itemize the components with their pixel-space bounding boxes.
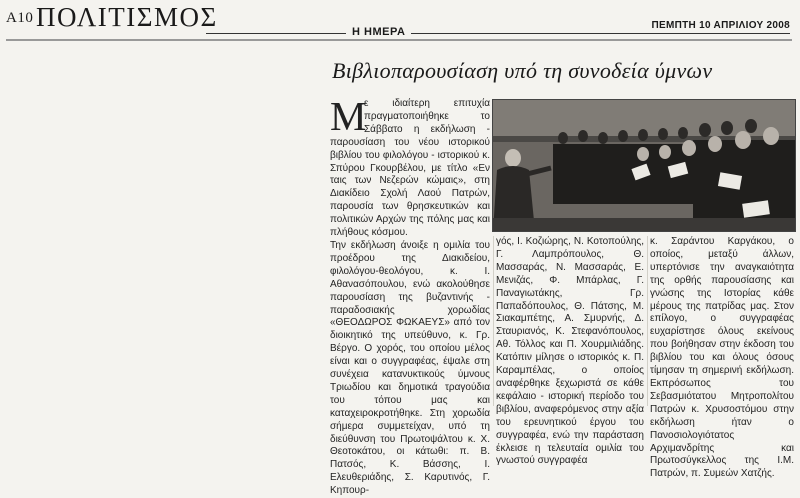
- column-divider: [493, 236, 494, 406]
- article-paragraph: Την εκδήλωση άνοιξε η ομιλία του προέδρου της Διακιδείου, φιλολόγου-θεολόγου, κ. Ι. Αθανασόπουλου, ενώ ακολούθησε παρουσίαση της βυζαντινής - παραδοσιακής χορωδίας «ΘΕΟΔΩΡΟΣ ΦΩΚΑΕΥΣ» από τον διοικητικό της υπεύθυνο, κ. Γρ. Βέργο. Ο χορός, του οποίου μέλος είναι και ο συγγραφέας, έψαλε στη συνέχεια κατανυκτικούς ύμνους Τριωδίου και δημοτικά τραγούδια του τόπου μας και καταχειροκροτήθηκε. Στη χορωδία σήμερα συμμετείχαν, υπό τη διεύθυνση του Πρωτοψάλτου κ. Χ. Θεοτοκάτου, οι κάτωθι: π. Β. Πατσός, Κ. Βάσσης, Ι. Ελευθεριάδης, Σ. Καρυτινός, Γ. Κηπουρ-: [330, 239, 490, 497]
- article-column-2: [496, 236, 644, 468]
- newspaper-name: Η ΗΜΕΡΑ: [346, 26, 411, 38]
- article-column-3: [650, 236, 794, 481]
- page-number: Α10: [6, 10, 34, 26]
- page-header: [0, 0, 800, 42]
- choir-illustration: [493, 100, 795, 231]
- choir-photo: [492, 99, 796, 232]
- article-column-1: [330, 93, 490, 498]
- article-paragraph: κ. Σαράντου Καργάκου, ο οποίος, μεταξύ άλλων, υπερτόνισε την αναγκαιότητα της ορθής παρουσίασης και γνώσης της Ιστορίας κάθε μέρους της πατρίδας μας. Στον επίλογο, ο συγγραφέας ευχαρίστησε όλους εκείνους που βοήθησαν στην έκδοση του βιβλίου του και όλους όσους τίμησαν τη σημερινή εκδήλωση. Εκπρόσωπος του Σεβασμιότατου Μητροπολίτου Πατρών κ. Χρυσοστόμου στην εκδήλωση ήταν ο Πανοσιολογιότατος Αρχιμανδρίτης και Πρωτοσύγκελλος της Ι.Μ. Πατρών, π. Συμεών Χατζής.: [650, 236, 794, 480]
- article-headline: Βιβλιοπαρουσίαση υπό τη συνοδεία ύμνων: [332, 58, 713, 83]
- header-bar: [6, 39, 792, 41]
- issue-date: ΠΕΜΠΤΗ 10 ΑΠΡΙΛΙΟΥ 2008: [651, 20, 790, 31]
- column-divider: [647, 236, 648, 406]
- article-paragraph: γός, Ι. Κοζιώρης, Ν. Κοτοπούλης, Γ. Λαμπρόπουλος, Θ. Μασσαράς, Ν. Μασσαράς, Ε. Μενιζάς, Φ. Μπάρλας, Γ. Παναγιωτάκης, Γρ. Παπαδόπουλος, Θ. Πάτσης, Μ. Σιακαμπέτης, Α. Σμυρνής, Δ. Σταυριανός, Κ. Στεφανόπουλος, Αθ. Τόλλος και Π. Χουρμιλιάδης. Κατόπιν μίλησε ο ιστορικός κ. Π. Καραμπέλας, ο οποίος αναφέρθηκε ξεχωριστά σε κάθε κεφάλαιο - ιστορική περίοδο του βιβλίου, αναφερόμενος στην αξία του ερευνητικού έργου του συγγραφέα, ενώ την παράσταση έκλεισε η τελευταία ομιλία του γνωστού συγγραφέα: [496, 236, 644, 467]
- drop-cap: Μ: [330, 93, 367, 139]
- section-title: ΠΟΛΙΤΙΣΜΟΣ: [36, 2, 218, 32]
- header-rule: [206, 33, 790, 34]
- article-lead-paragraph: ε ιδιαίτερη επιτυχία πραγματοποιήθηκε το Σάββατο η εκδήλωση - παρουσίαση του νέου ιστορικού βιβλίου του φιλολόγου - ιστορικού κ. Σπύρου Γκουρβέλου, με τίτλο «Εν ταις των Νεζερών κώμαις», στη Διακίδειο Σχολή Λαού Πατρών, παρουσία των θρησκευτικών και πολιτικών Αρχών της πόλης μας και πλήθους κόσμου.: [330, 98, 490, 239]
